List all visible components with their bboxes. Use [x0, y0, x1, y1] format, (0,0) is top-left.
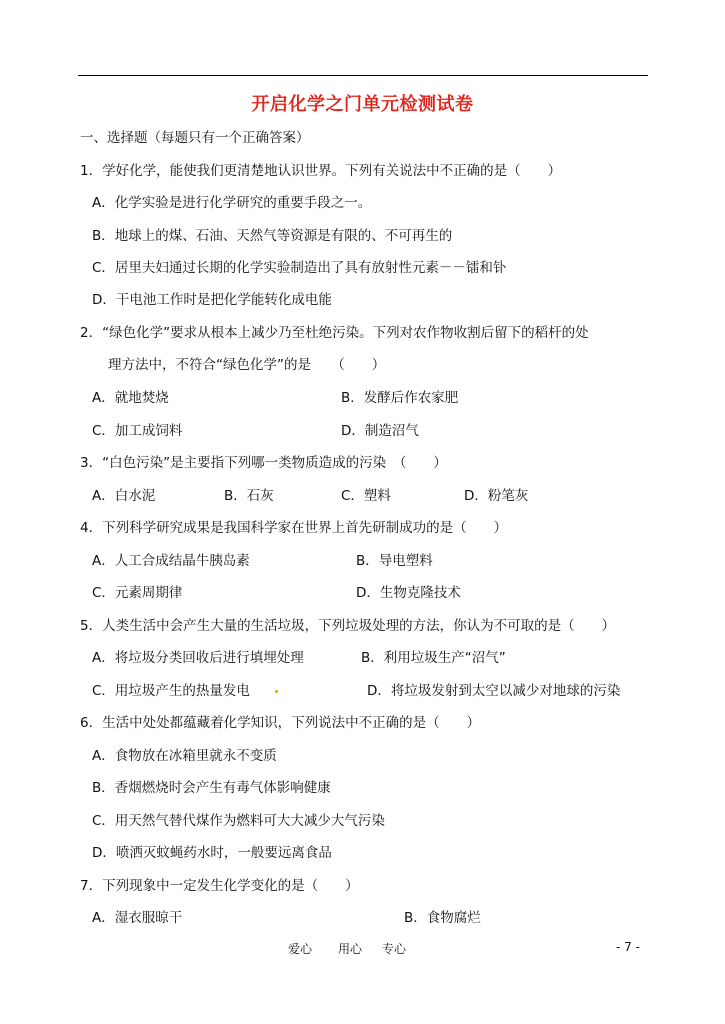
q5-option-a: A．将垃圾分类回收后进行填埋处理 — [92, 650, 304, 666]
q7-option-a: A．湿衣服晾干 — [92, 910, 183, 926]
q4-option-a: A．人工合成结晶牛胰岛素 — [92, 553, 250, 569]
q3-option-a: A．白水泥 — [92, 488, 156, 504]
section-heading: 一、选择题（每题只有一个正确答案） — [80, 130, 310, 146]
q4-option-c: C．元素周期律 — [92, 585, 183, 601]
question-2: 2．“绿色化学”要求从根本上减少乃至杜绝污染。下列对农作物收割后留下的稻杆的处 — [80, 325, 589, 341]
question-1: 1．学好化学，能使我们更清楚地认识世界。下列有关说法中不正确的是（ ） — [80, 163, 562, 179]
q3-option-b: B．石灰 — [224, 488, 274, 504]
q2-option-c: C．加工成饲料 — [92, 423, 183, 439]
q4-option-b: B．导电塑料 — [356, 553, 433, 569]
footer-motto-effort: 用心 — [338, 942, 363, 956]
q1-option-c: C．居里夫妇通过长期的化学实验制造出了具有放射性元素－－镭和钋 — [92, 260, 507, 276]
q6-option-b: B．香烟燃烧时会产生有毒气体影响健康 — [92, 780, 331, 796]
question-4: 4．下列科学研究成果是我国科学家在世界上首先研制成功的是（ ） — [80, 520, 508, 536]
question-6: 6．生活中处处都蕴藏着化学知识，下列说法中不正确的是（ ） — [80, 715, 481, 731]
q1-option-b: B．地球上的煤、石油、天然气等资源是有限的、不可再生的 — [92, 228, 453, 244]
question-5: 5．人类生活中会产生大量的生活垃圾，下列垃圾处理的方法，你认为不可取的是（ ） — [80, 618, 616, 634]
header-rule — [78, 75, 648, 76]
q6-option-d: D．喷洒灭蚊蝇药水时，一般要远离食品 — [92, 845, 332, 861]
q3-option-d: D．粉笔灰 — [464, 488, 529, 504]
q4-option-d: D．生物克隆技术 — [356, 585, 461, 601]
q1-option-d: D．干电池工作时是把化学能转化成电能 — [92, 292, 332, 308]
q2-option-b: B．发酵后作农家肥 — [341, 390, 459, 406]
question-2-cont: 理方法中，不符合“绿色化学”的是 （ ） — [108, 357, 386, 373]
q7-option-b: B．食物腐烂 — [404, 910, 481, 926]
q2-option-d: D．制造沼气 — [341, 423, 419, 439]
footer-motto-love: 爱心 — [288, 942, 313, 956]
footer-motto-focus: 专心 — [382, 942, 407, 956]
page-number: - 7 - — [616, 940, 640, 954]
q6-option-a: A．食物放在冰箱里就永不变质 — [92, 748, 277, 764]
q5-option-d: D．将垃圾发射到太空以减少对地球的污染 — [367, 683, 621, 699]
question-7: 7．下列现象中一定发生化学变化的是（ ） — [80, 878, 359, 894]
q6-option-c: C．用天然气替代煤作为燃料可大大减少大气污染 — [92, 813, 385, 829]
q5-option-c: C．用垃圾产生的热量发电 — [92, 683, 250, 699]
page-title: 开启化学之门单元检测试卷 — [251, 94, 474, 115]
q2-option-a: A．就地焚烧 — [92, 390, 169, 406]
stray-dot-mark — [275, 690, 278, 693]
question-3: 3．“白色污染”是主要指下列哪一类物质造成的污染 （ ） — [80, 455, 447, 471]
q5-option-b: B．利用垃圾生产“沼气” — [361, 650, 506, 666]
q3-option-c: C．塑料 — [341, 488, 391, 504]
q1-option-a: A．化学实验是进行化学研究的重要手段之一。 — [92, 195, 372, 211]
